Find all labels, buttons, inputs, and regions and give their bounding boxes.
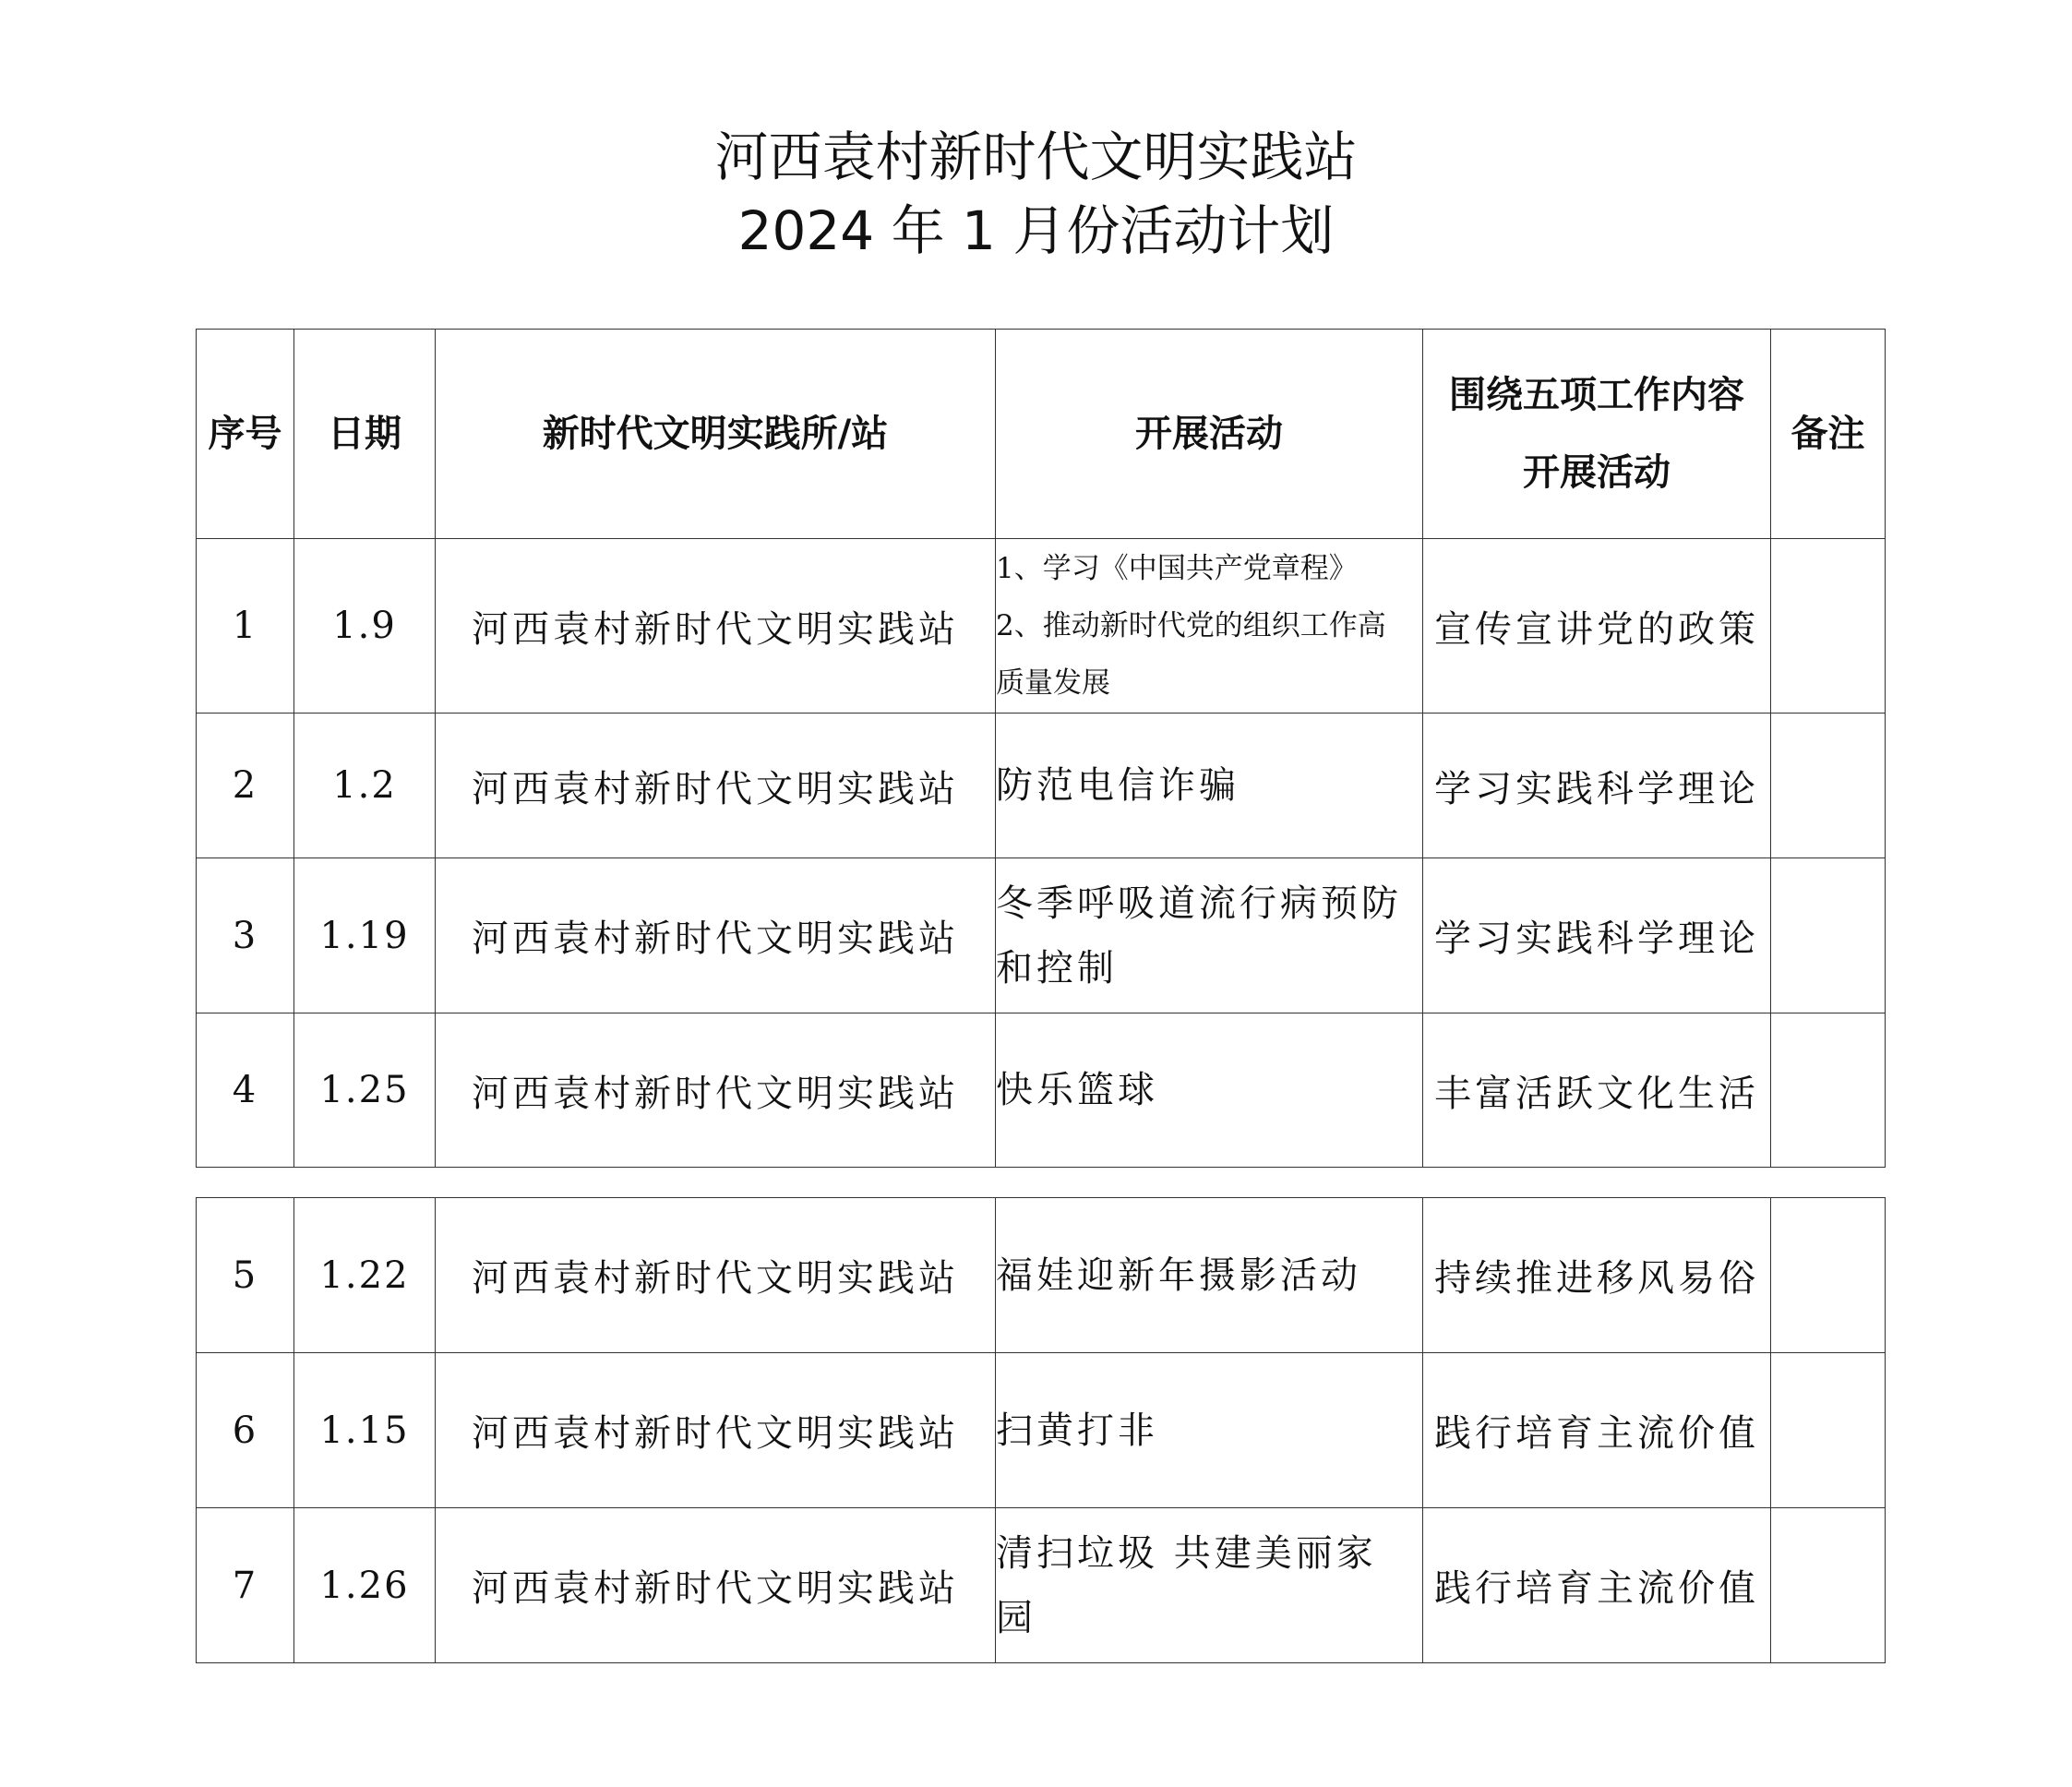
- row-site: 河西袁村新时代文明实践站: [436, 1013, 996, 1168]
- table-row: [197, 1198, 1886, 1353]
- row-date: 1.9: [294, 539, 436, 714]
- row-remark: [1771, 539, 1886, 714]
- table-row: [197, 1508, 1886, 1663]
- row-date: 1.25: [294, 1013, 436, 1168]
- row-site: 河西袁村新时代文明实践站: [436, 1353, 996, 1508]
- row-activity: [996, 714, 1423, 858]
- row-no: 4: [197, 1013, 294, 1168]
- row-remark: [1771, 1013, 1886, 1168]
- header-remark: 备注: [1771, 330, 1886, 539]
- activity-line: 快乐篮球: [996, 1069, 1158, 1111]
- row-date: 1.22: [294, 1198, 436, 1353]
- row-site: 河西袁村新时代文明实践站: [436, 1198, 996, 1353]
- row-no: 1: [197, 539, 294, 714]
- title-line-2: 2024 年 1 月份活动计划: [737, 199, 1335, 262]
- row-date: 1.15: [294, 1353, 436, 1508]
- table-header-row: [197, 330, 1886, 539]
- row-theme: 学习实践科学理论: [1423, 858, 1771, 1013]
- row-no: 7: [197, 1508, 294, 1663]
- row-theme: 践行培育主流价值: [1423, 1353, 1771, 1508]
- activity-line: 1、学习《中国共产党章程》: [996, 552, 1358, 585]
- header-theme-line-1: 围绕五项工作内容: [1449, 374, 1744, 416]
- row-activity: [996, 1508, 1423, 1663]
- activity-plan-table: [196, 329, 1886, 1168]
- row-no: 2: [197, 714, 294, 858]
- row-site: 河西袁村新时代文明实践站: [436, 714, 996, 858]
- row-activity: [996, 858, 1423, 1013]
- row-no: 6: [197, 1353, 294, 1508]
- row-remark: [1771, 858, 1886, 1013]
- row-theme: 丰富活跃文化生活: [1423, 1013, 1771, 1168]
- activity-plan-table-continued: [196, 1197, 1886, 1663]
- title-line-1: 河西袁村新时代文明实践站: [714, 126, 1358, 188]
- row-activity: [996, 1198, 1423, 1353]
- header-site: 新时代文明实践所/站: [436, 330, 996, 539]
- activity-line: 冬季呼吸道流行病预防: [996, 882, 1402, 925]
- header-no: 序号: [197, 330, 294, 539]
- row-theme: 持续推进移风易俗: [1423, 1198, 1771, 1353]
- table-row: [197, 858, 1886, 1013]
- table-row: [197, 539, 1886, 714]
- header-theme: [1423, 330, 1771, 539]
- row-date: 1.26: [294, 1508, 436, 1663]
- table-row: [197, 1353, 1886, 1508]
- document-title: [0, 120, 2072, 268]
- row-activity: [996, 539, 1423, 714]
- header-date: 日期: [294, 330, 436, 539]
- row-theme: 学习实践科学理论: [1423, 714, 1771, 858]
- activity-line: 清扫垃圾 共建美丽家: [996, 1531, 1377, 1575]
- row-date: 1.2: [294, 714, 436, 858]
- table-row: [197, 1013, 1886, 1168]
- row-remark: [1771, 714, 1886, 858]
- row-remark: [1771, 1353, 1886, 1508]
- row-activity: [996, 1013, 1423, 1168]
- row-theme: 践行培育主流价值: [1423, 1508, 1771, 1663]
- header-theme-line-2: 开展活动: [1523, 451, 1671, 494]
- row-theme: 宣传宣讲党的政策: [1423, 539, 1771, 714]
- table-row: [197, 714, 1886, 858]
- row-remark: [1771, 1508, 1886, 1663]
- header-activity: 开展活动: [996, 330, 1423, 539]
- activity-line: 福娃迎新年摄影活动: [996, 1253, 1361, 1297]
- activity-line: 扫黄打非: [996, 1409, 1158, 1452]
- activity-line: 防范电信诈骗: [996, 764, 1240, 807]
- row-date: 1.19: [294, 858, 436, 1013]
- activity-line: 质量发展: [996, 666, 1110, 700]
- row-site: 河西袁村新时代文明实践站: [436, 858, 996, 1013]
- row-no: 3: [197, 858, 294, 1013]
- row-no: 5: [197, 1198, 294, 1353]
- row-activity: [996, 1353, 1423, 1508]
- activity-line: 园: [996, 1596, 1036, 1639]
- row-site: 河西袁村新时代文明实践站: [436, 1508, 996, 1663]
- row-site: 河西袁村新时代文明实践站: [436, 539, 996, 714]
- row-remark: [1771, 1198, 1886, 1353]
- activity-line: 2、推动新时代党的组织工作高: [996, 609, 1386, 642]
- activity-line: 和控制: [996, 946, 1118, 989]
